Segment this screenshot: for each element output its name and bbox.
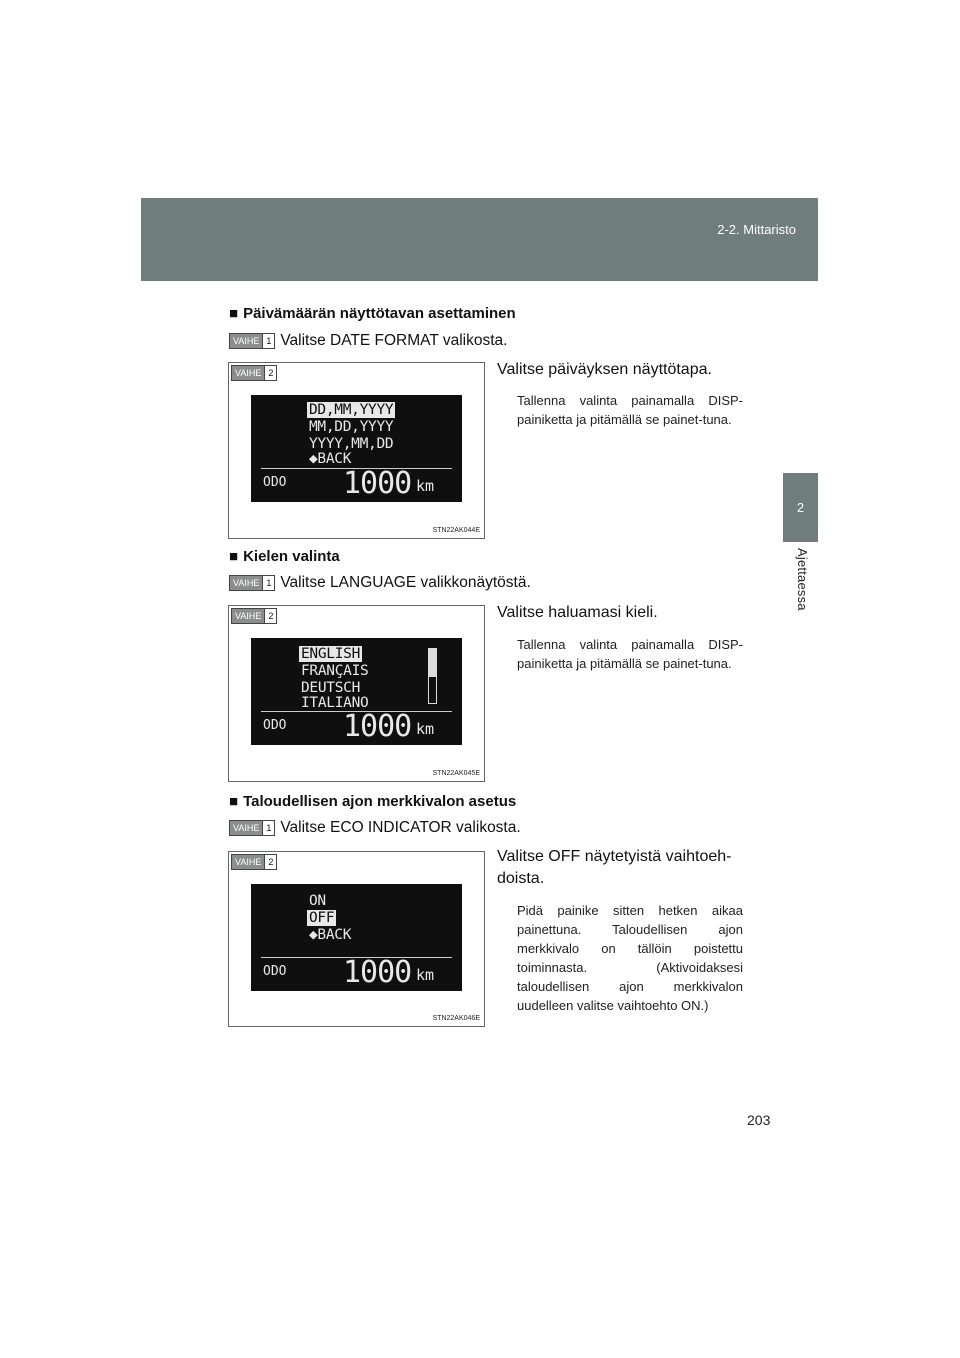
figure-code: STN22AK044E (432, 527, 480, 534)
step-badge: VAIHE 2 (231, 365, 277, 381)
step-2-text: Valitse OFF näytetyistä vaihtoeh-doista. (497, 848, 732, 887)
odo-unit: km (416, 720, 435, 738)
figure-code: STN22AK046E (432, 1015, 480, 1022)
step-1-eco: VAIHE 1 Valitse ECO INDICATOR valikosta. (229, 819, 521, 837)
square-bullet-icon: ■ (229, 793, 239, 810)
header-bar (141, 198, 818, 281)
section-title: 2-2. Mittaristo (717, 222, 796, 237)
lcd-option-back: ◆BACK (309, 451, 352, 467)
step-note: Pidä painike sitten hetken aikaa painettuna. Taloudellisen ajon merkkivalo on tällöin poistettu toiminnasta. (Aktivoidaksesi taloudellisen ajon merkkivalon uudelleen valitse vaihtoehto ON.) (517, 903, 743, 1013)
lcd-option: DEUTSCH (301, 680, 361, 696)
lcd-option-selected: OFF (309, 910, 335, 926)
odo-label: ODO (263, 475, 287, 490)
lcd-display (251, 638, 462, 745)
section-heading-language: ■ Kielen valinta (229, 548, 340, 565)
step-badge: VAIHE 1 (229, 575, 275, 591)
lcd-display (251, 884, 462, 991)
step-1-language: VAIHE 1 Valitse LANGUAGE valikkonäytöstä. (229, 574, 531, 592)
odo-label: ODO (263, 718, 287, 733)
square-bullet-icon: ■ (229, 305, 239, 322)
odo-value: 1000 (343, 709, 412, 744)
step-badge: VAIHE 2 (231, 608, 277, 624)
lcd-option: YYYY,MM,DD (309, 436, 394, 452)
section-heading-eco-indicator: ■ Taloudellisen ajon merkkivalon asetus (229, 793, 517, 810)
step-badge: VAIHE 1 (229, 333, 275, 349)
step-2-text: Valitse päiväyksen näyttötapa. (497, 361, 712, 378)
figure-eco-indicator (228, 851, 485, 1027)
odo-unit: km (416, 966, 435, 984)
step-badge: VAIHE 1 (229, 820, 275, 836)
chapter-tab: 2 (783, 473, 818, 542)
step-1-date: VAIHE 1 Valitse DATE FORMAT valikosta. (229, 332, 507, 350)
lcd-option-selected: ENGLISH (301, 646, 361, 662)
lcd-display (251, 395, 462, 502)
page-number: 203 (747, 1112, 771, 1128)
lcd-option: ON (309, 893, 326, 909)
odo-value: 1000 (343, 955, 412, 990)
figure-language (228, 605, 485, 782)
odo-unit: km (416, 477, 435, 495)
chapter-label: Ajettaessa (795, 548, 810, 611)
lcd-option: MM,DD,YYYY (309, 419, 394, 435)
lcd-scrollbar (428, 648, 437, 704)
square-bullet-icon: ■ (229, 548, 239, 565)
step-note: Tallenna valinta painamalla DISP-painiketta ja pitämällä se painet-tuna. (517, 393, 743, 427)
odo-value: 1000 (343, 466, 412, 501)
figure-date-format (228, 362, 485, 539)
step-badge: VAIHE 2 (231, 854, 277, 870)
section-heading-date-format: ■ Päivämäärän näyttötavan asettaminen (229, 305, 516, 322)
lcd-option: FRANÇAIS (301, 663, 369, 679)
step-note: Tallenna valinta painamalla DISP-painiketta ja pitämällä se painet-tuna. (517, 637, 743, 671)
lcd-option-selected: DD,MM,YYYY (309, 402, 394, 418)
odo-label: ODO (263, 964, 287, 979)
step-2-text: Valitse haluamasi kieli. (497, 604, 658, 621)
lcd-scroll-thumb (429, 649, 436, 677)
lcd-option: ITALIANO (301, 695, 369, 711)
lcd-option-back: ◆BACK (309, 927, 352, 943)
figure-code: STN22AK045E (432, 770, 480, 777)
